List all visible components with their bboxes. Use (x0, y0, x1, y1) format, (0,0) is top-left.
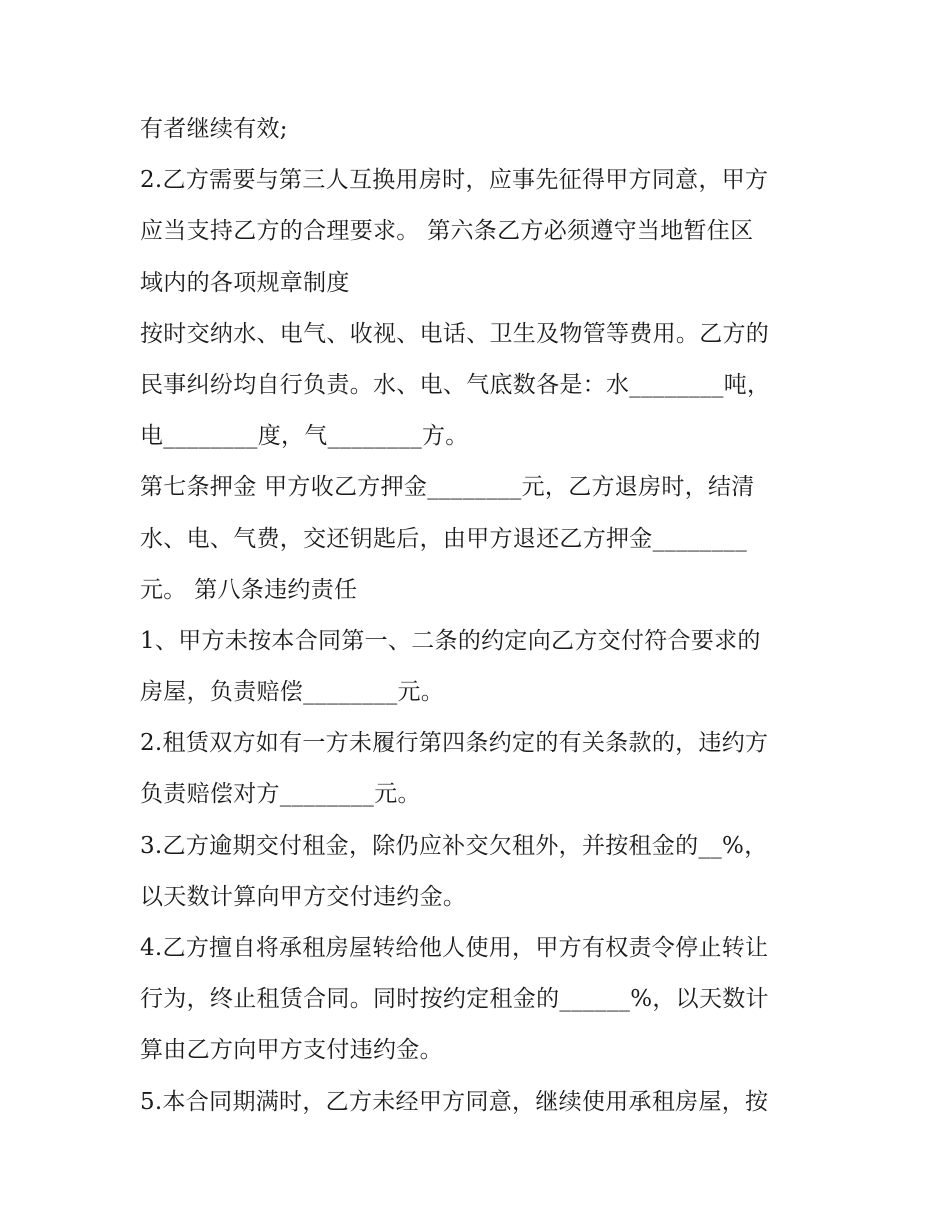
text-line: 电________度，气________方。 (140, 423, 469, 450)
text-line: 按时交纳水、电气、收视、电话、卫生及物管等费用。乙方的 (140, 320, 770, 347)
text-line: 有者继续有效; (140, 116, 288, 142)
text-line: 民事纠纷均自行负责。水、电、气底数各是：水________吨， (140, 371, 771, 398)
text-line: 1、甲方未按本合同第一、二条的约定向乙方交付符合要求的 (140, 627, 761, 654)
text-line: 元。 第八条违约责任 (140, 576, 358, 603)
text-line: 第七条押金 甲方收乙方押金________元，乙方退房时，结清 (140, 474, 755, 501)
text-line: 2.乙方需要与第三人互换用房时，应事先征得甲方同意，甲方 (140, 167, 769, 194)
text-line: 域内的各项规章制度 (140, 269, 350, 296)
contract-text (140, 104, 820, 1128)
text-line: 4.乙方擅自将承租房屋转给他人使用，甲方有权责令停止转让 (140, 935, 769, 961)
text-line: 5.本合同期满时，乙方未经甲方同意，继续使用承租房屋，按 (140, 1088, 769, 1115)
text-line: 房屋，负责赔偿________元。 (140, 679, 445, 706)
text-line: 3.乙方逾期交付租金，除仍应补交欠租外，并按租金的__%， (140, 832, 768, 859)
text-line: 应当支持乙方的合理要求。 第六条乙方必须遵守当地暂住区 (140, 218, 754, 245)
text-line: 2.租赁双方如有一方未履行第四条约定的有关条款的，违约方 (140, 730, 769, 757)
text-line: 算由乙方向甲方支付违约金。 (140, 1037, 443, 1064)
text-line: 水、电、气费，交还钥匙后，由甲方退还乙方押金________ (140, 525, 747, 552)
text-line: 负责赔偿对方________元。 (140, 781, 421, 808)
text-line: 以天数计算向甲方交付违约金。 (140, 883, 467, 910)
text-line: 行为，终止租赁合同。同时按约定租金的______%，以天数计 (140, 986, 769, 1013)
